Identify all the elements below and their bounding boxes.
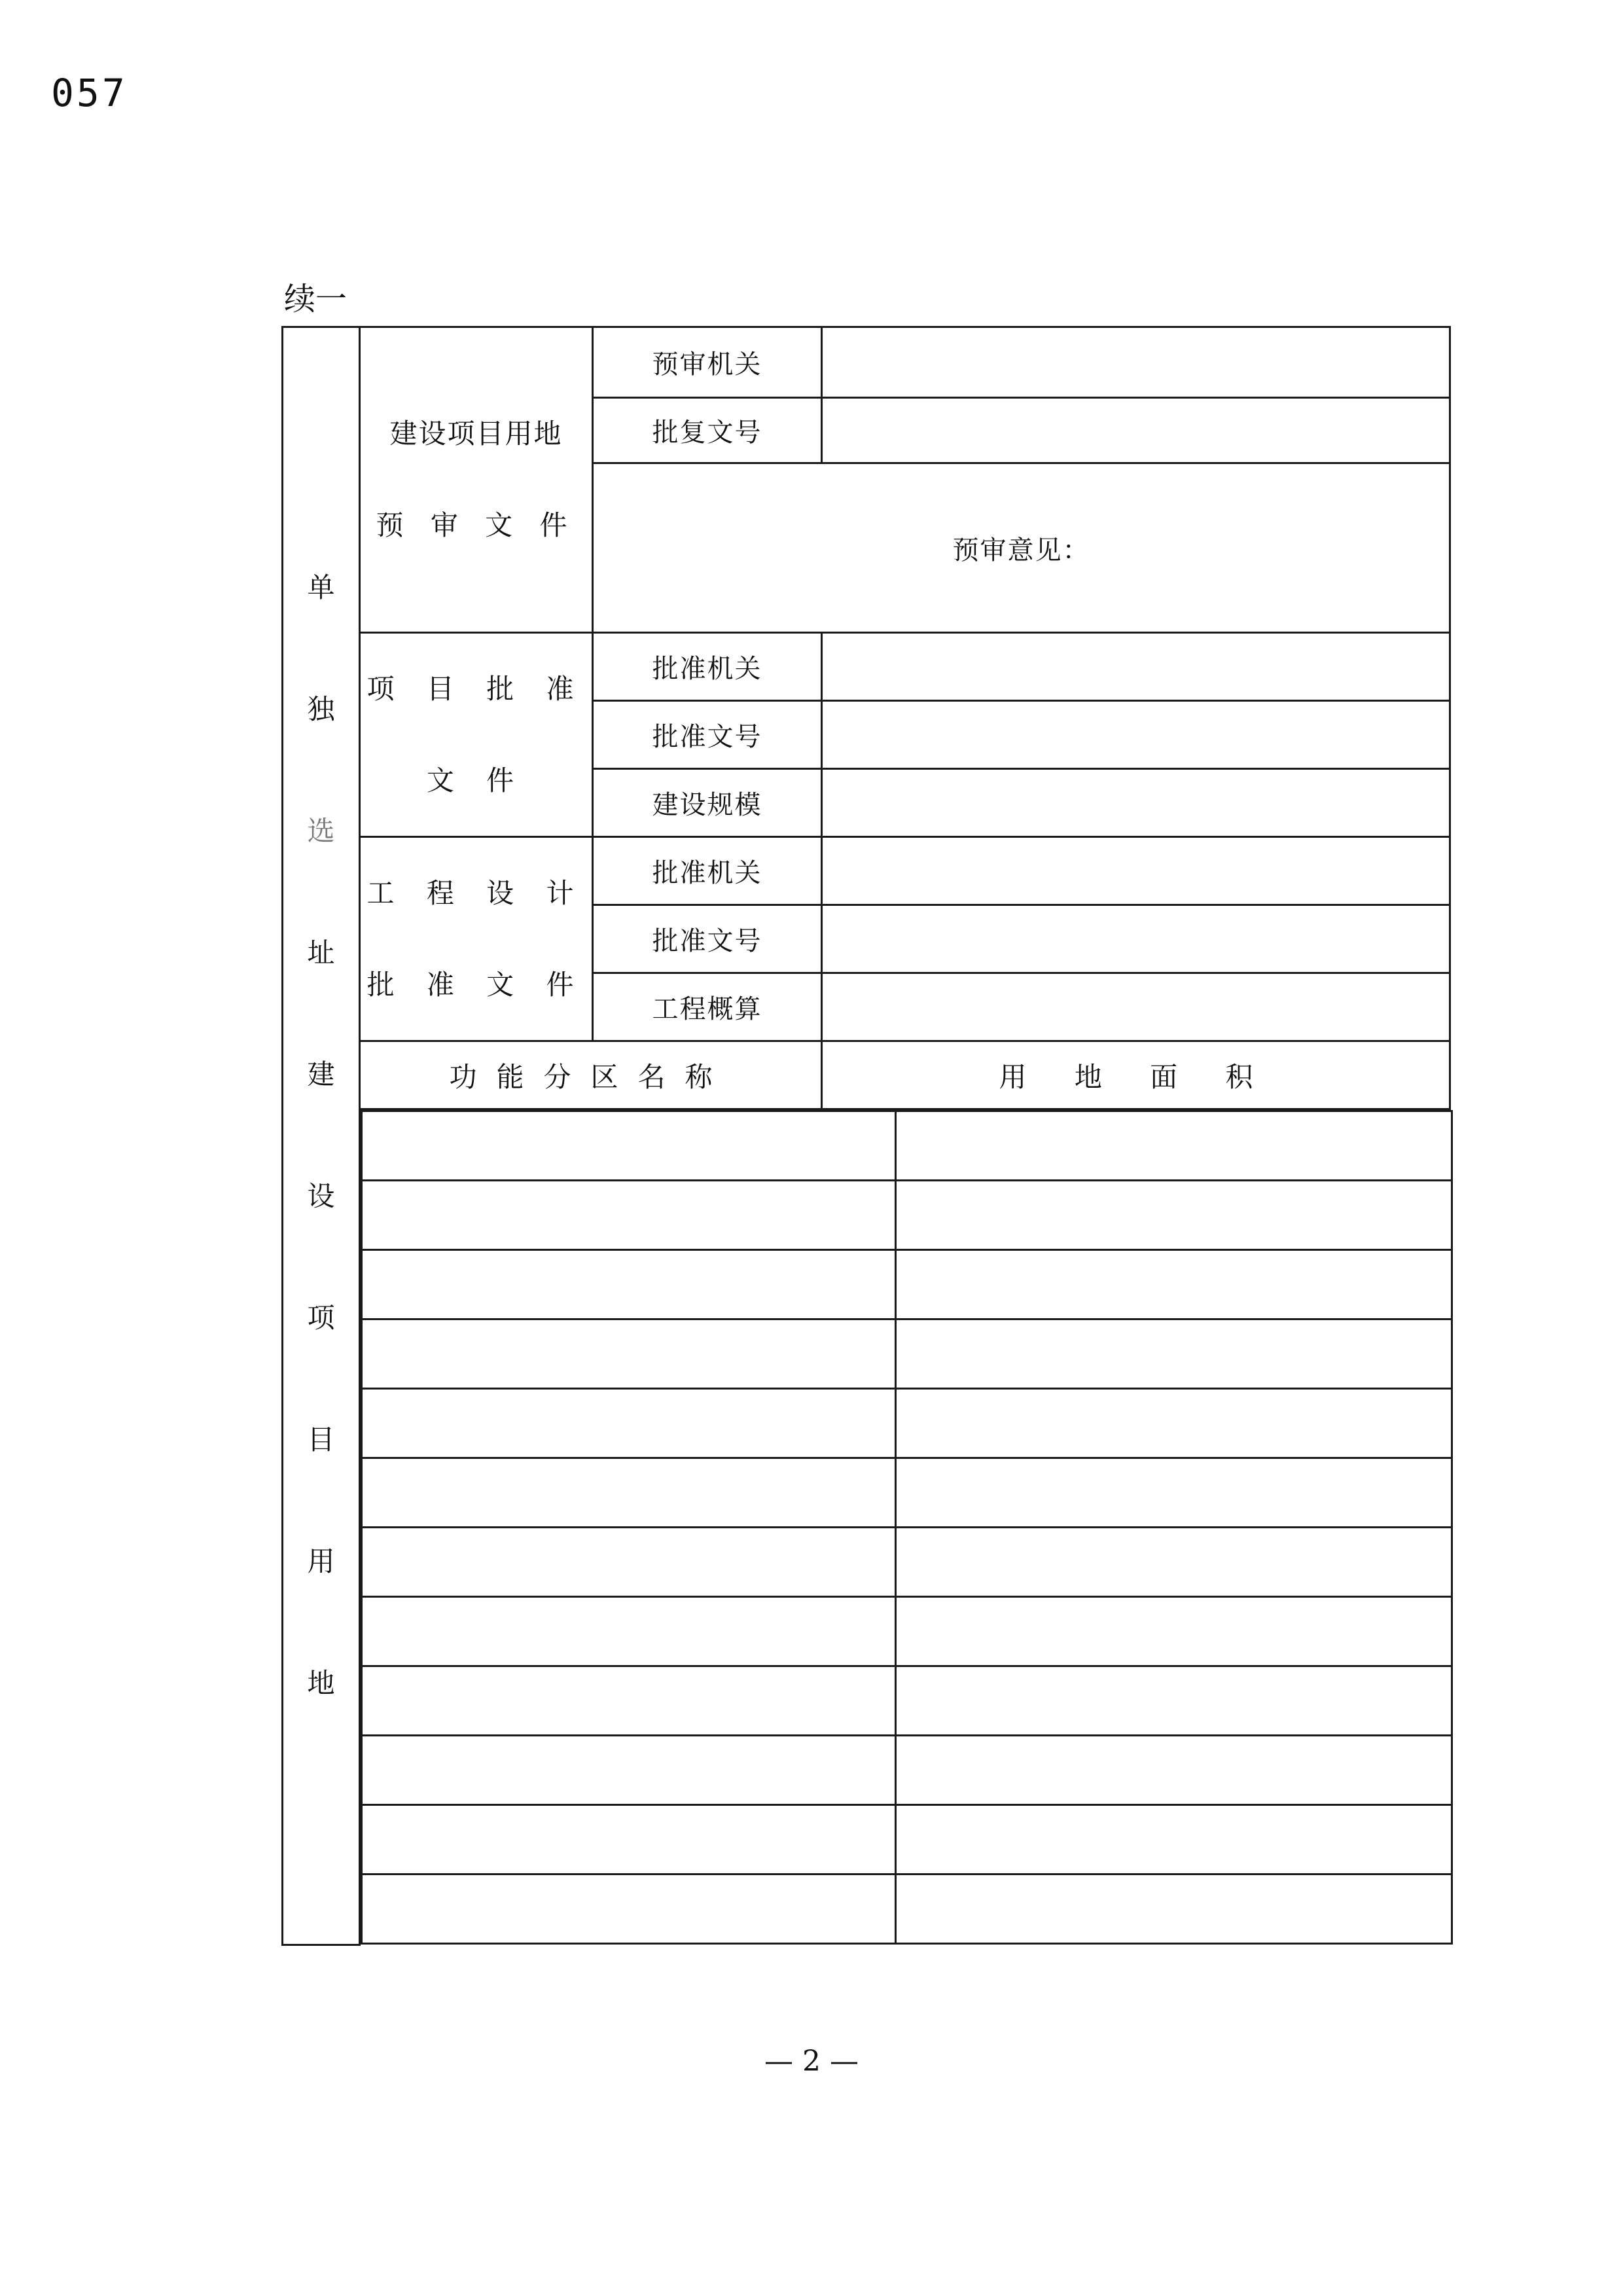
section-label-line: 预 审 文 件 [376, 509, 577, 541]
land-area-cell[interactable] [896, 1111, 1452, 1181]
zone-name-cell[interactable] [362, 1874, 896, 1944]
section-label-design-approval [360, 837, 593, 1041]
vertical-title-char: 选 [307, 815, 335, 848]
field-label: 预审机关 [593, 327, 822, 398]
field-label: 建设规模 [593, 769, 822, 837]
zone-name-cell[interactable] [362, 1111, 896, 1181]
page-footer: — 2 — [764, 2045, 859, 2078]
area-table-row [362, 1389, 1452, 1458]
continued-label: 续一 [284, 281, 348, 317]
field-value-cell[interactable] [822, 769, 1450, 837]
area-table-row [362, 1528, 1452, 1597]
section-label-line: 批 准 文 件 [366, 968, 586, 1001]
field-value-cell[interactable] [822, 837, 1450, 905]
area-table-row [362, 1181, 1452, 1250]
area-header-zone-name: 功能分区名称 [360, 1041, 822, 1109]
land-area-cell[interactable] [896, 1458, 1452, 1528]
area-table-row [362, 1736, 1452, 1805]
field-label: 批准文号 [593, 701, 822, 769]
vertical-title-char: 设 [307, 1180, 335, 1213]
field-value-cell[interactable] [822, 398, 1450, 463]
field-label: 批复文号 [593, 398, 822, 463]
vertical-title-cell [283, 327, 360, 1945]
area-table-row [362, 1666, 1452, 1736]
preaudit-opinion-cell[interactable] [593, 463, 1450, 633]
land-area-cell[interactable] [896, 1597, 1452, 1666]
area-rows-cell [360, 1109, 1450, 1945]
field-value-cell[interactable] [822, 701, 1450, 769]
land-area-cell[interactable] [896, 1319, 1452, 1389]
vertical-title-char: 建 [307, 1058, 335, 1091]
section-label-line: 工 程 设 计 [366, 876, 586, 909]
vertical-title-char: 单 [307, 571, 335, 604]
land-area-cell[interactable] [896, 1528, 1452, 1597]
zone-name-cell[interactable] [362, 1597, 896, 1666]
area-table-row [362, 1874, 1452, 1944]
zone-name-cell[interactable] [362, 1805, 896, 1874]
field-label: 批准机关 [593, 633, 822, 701]
zone-name-cell[interactable] [362, 1458, 896, 1528]
field-label: 工程概算 [593, 973, 822, 1041]
zone-name-cell[interactable] [362, 1736, 896, 1805]
zone-name-cell[interactable] [362, 1666, 896, 1736]
area-table-row [362, 1458, 1452, 1528]
area-table-row [362, 1250, 1452, 1319]
section-label-line: 项 目 批 准 [366, 672, 586, 705]
land-area-cell[interactable] [896, 1874, 1452, 1944]
land-area-cell[interactable] [896, 1805, 1452, 1874]
section-label-line: 文 件 [426, 764, 526, 797]
area-table-row [362, 1805, 1452, 1874]
vertical-title-char: 地 [307, 1667, 335, 1700]
zone-name-cell[interactable] [362, 1389, 896, 1458]
field-value-cell[interactable] [822, 633, 1450, 701]
land-area-cell[interactable] [896, 1736, 1452, 1805]
land-area-cell[interactable] [896, 1181, 1452, 1250]
zone-name-cell[interactable] [362, 1250, 896, 1319]
section-label-line: 建设项目用地 [389, 418, 563, 450]
vertical-title [283, 527, 359, 1744]
area-rows-table [361, 1110, 1453, 1945]
land-area-cell[interactable] [896, 1389, 1452, 1458]
area-table-row [362, 1111, 1452, 1181]
field-label: 批准文号 [593, 905, 822, 973]
vertical-title-char: 址 [307, 937, 335, 969]
area-table-row [362, 1597, 1452, 1666]
field-value-cell[interactable] [822, 327, 1450, 398]
field-value-cell[interactable] [822, 905, 1450, 973]
vertical-title-char: 独 [307, 693, 335, 726]
field-value-cell[interactable] [822, 973, 1450, 1041]
zone-name-cell[interactable] [362, 1319, 896, 1389]
vertical-title-char: 项 [307, 1302, 335, 1335]
zone-name-cell[interactable] [362, 1528, 896, 1597]
area-header-land-area: 用 地 面 积 [822, 1041, 1450, 1109]
field-label: 批准机关 [593, 837, 822, 905]
vertical-title-char: 用 [307, 1545, 335, 1578]
zone-name-cell[interactable] [362, 1181, 896, 1250]
section-label-preaudit [360, 327, 593, 633]
opinion-label: 预审意见： [952, 535, 1090, 565]
vertical-title-char: 目 [307, 1424, 335, 1456]
page-number: 057 [51, 71, 128, 115]
land-use-form [281, 326, 1451, 1946]
land-area-cell[interactable] [896, 1666, 1452, 1736]
area-table-row [362, 1319, 1452, 1389]
section-label-project-approval [360, 633, 593, 837]
land-area-cell[interactable] [896, 1250, 1452, 1319]
